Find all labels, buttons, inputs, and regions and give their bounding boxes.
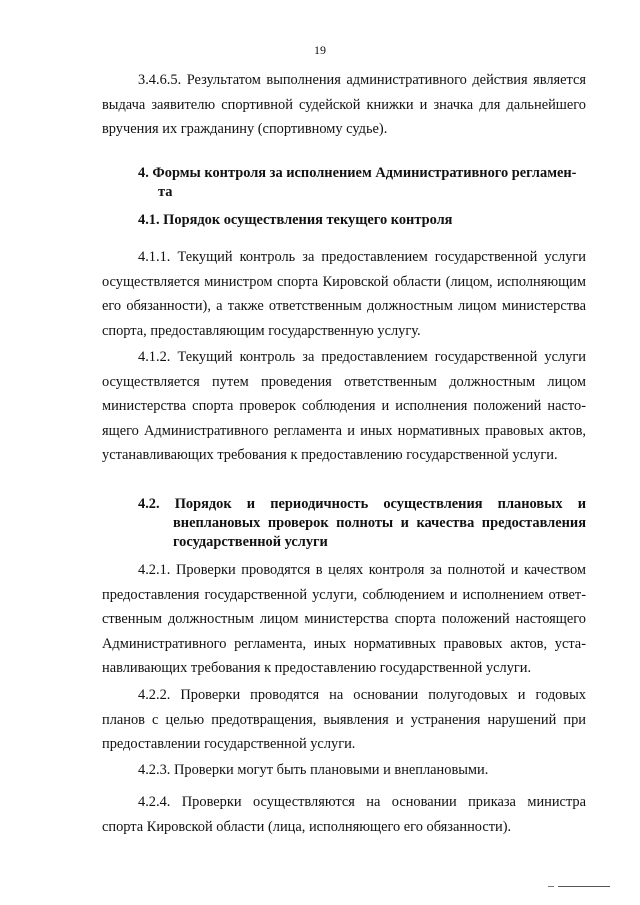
paragraph-4-2-3	[102, 758, 586, 783]
heading-line: та	[158, 184, 173, 200]
heading-line: внеплановых проверок полноты и качества предоставления	[173, 515, 586, 531]
paragraph-line: устанавливающих требования к предоставлению государственной услуги.	[102, 447, 558, 463]
paragraph-line: 4.1.1. Текущий контроль за предоставлением государственной услуги	[138, 249, 586, 265]
paragraph-line: 4.2.3. Проверки могут быть плановыми и внеплановыми.	[138, 762, 489, 778]
paragraph-4-2-2	[102, 683, 586, 757]
paragraph-line: 4.2.1. Проверки проводятся в целях контроля за полнотой и качеством	[138, 562, 586, 578]
paragraph-line: навливающих требования к предоставлению государственной услуги.	[102, 660, 532, 676]
paragraph-line: ственным должностным лицом министерства спорта положений настоящего	[102, 611, 586, 627]
paragraph-line: спорта, предоставляющим государственную услугу.	[102, 322, 421, 339]
paragraph-line: выдача заявителю спортивной судейской книжки и значка для дальнейшего	[102, 96, 586, 113]
paragraph-line: 4.1.2. Текущий контроль за предоставлением государственной услуги	[138, 349, 586, 365]
paragraph-line: 4.2.4. Проверки осуществляются на основании приказа министра	[138, 794, 586, 810]
heading-line: 4. Формы контроля за исполнением Административного регламен-	[138, 165, 577, 181]
paragraph-line: осуществляется путем проведения ответственным должностным лицом	[102, 373, 586, 390]
paragraph-line: планов с целью предотвращения, выявления и устранения нарушений при	[102, 711, 586, 728]
section-heading-4-1	[138, 211, 586, 230]
paragraph-4-2-4	[102, 790, 586, 839]
paragraph-line: Административного регламента, иных нормативных правовых актов, уста-	[102, 635, 586, 652]
paragraph-line: предоставления государственной услуги, соблюдением и исполнением ответ-	[102, 586, 586, 603]
paragraph-line: 4.2.2. Проверки проводятся на основании полугодовых и годовых	[138, 687, 586, 703]
paragraph-4-1-2	[102, 345, 586, 468]
paragraph-line: вручения их гражданину (спортивному судье).	[102, 121, 388, 137]
page-number: 19	[314, 43, 326, 57]
paragraph-line: министерства спорта проверок соблюдения и исполнения положений насто-	[102, 398, 586, 414]
heading-line: государственной услуги	[173, 534, 328, 550]
section-heading-4-2	[138, 495, 586, 552]
paragraph-line: спорта Кировской области (лица, исполняющего его обязанности).	[102, 818, 512, 835]
paragraph-4-1-1	[102, 245, 586, 343]
paragraph-line: его обязанности), а также ответственным должностным лицом министерства	[102, 298, 586, 314]
paragraph-4-2-1	[102, 558, 586, 681]
paragraph-line: 3.4.6.5. Результатом выполнения административного действия является	[138, 72, 586, 88]
heading-line: 4.2. Порядок и периодичность осуществления плановых и	[138, 496, 586, 512]
paragraph-line: осуществляется министром спорта Кировской области (лицом, исполняющим	[102, 273, 586, 290]
paragraph-line: предоставлении государственной услуги.	[102, 736, 356, 752]
footer-scan-mark	[558, 886, 610, 887]
paragraph-3-4-6-5	[102, 68, 586, 142]
paragraph-line: ящего Административного регламента и иных нормативных правовых актов,	[102, 422, 586, 439]
heading-line: 4.1. Порядок осуществления текущего контроля	[138, 212, 453, 228]
section-heading-4	[138, 164, 586, 202]
